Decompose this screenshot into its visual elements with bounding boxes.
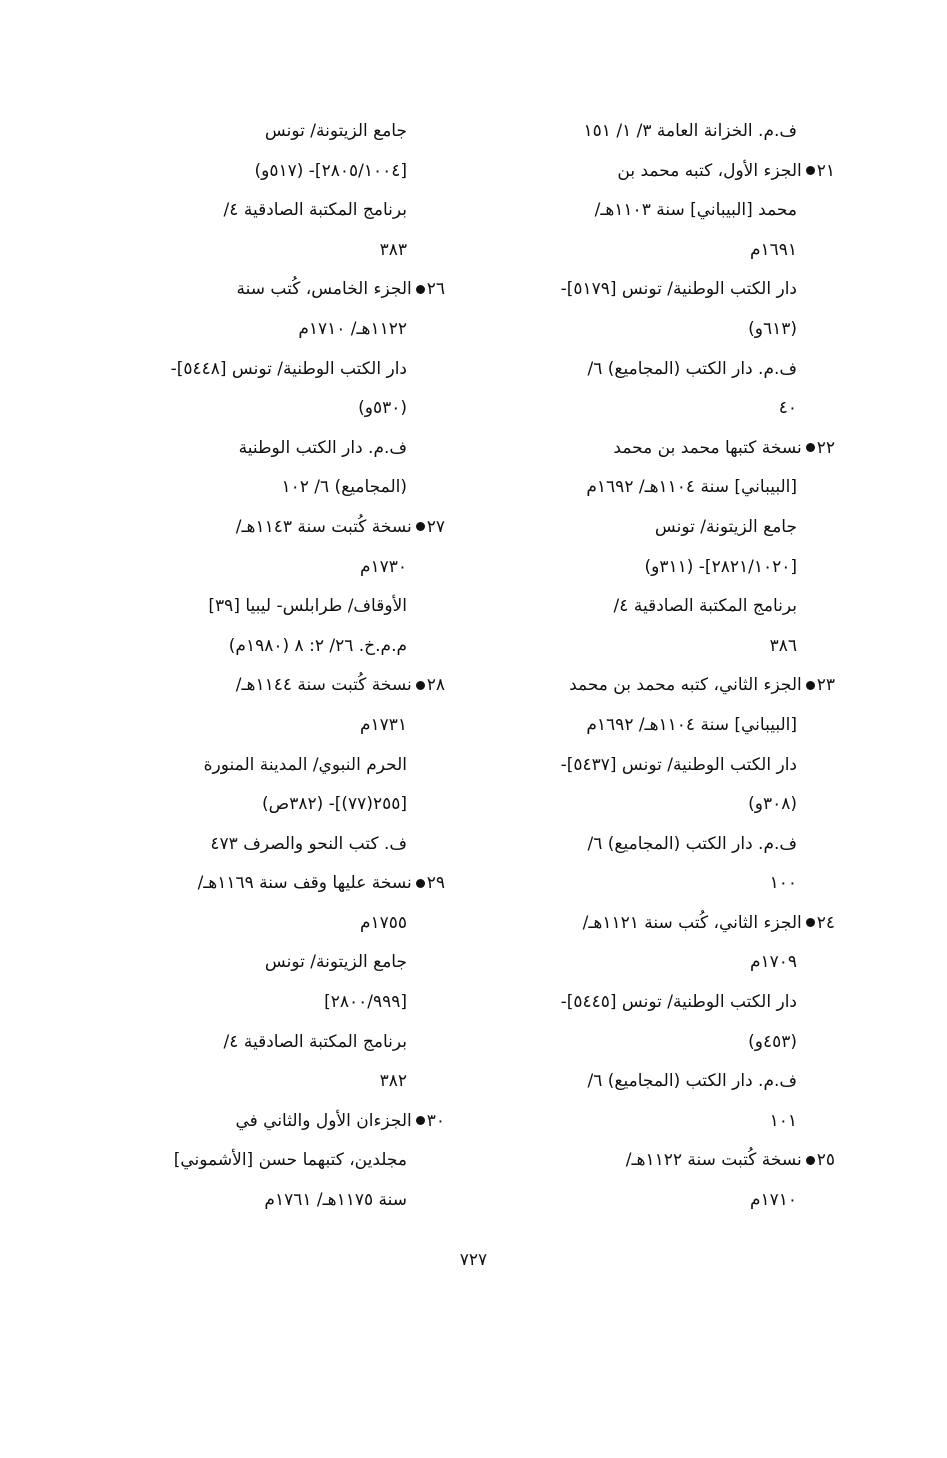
entry-number: ٢٩ xyxy=(426,873,445,894)
entry-line: برنامج المكتبة الصادقية ٤/ xyxy=(223,1031,407,1052)
entry-line: دار الكتب الوطنية/ تونس [٥١٧٩]- xyxy=(560,279,797,300)
bullet-icon xyxy=(416,285,425,294)
entry-number: ٢٤ xyxy=(816,912,835,933)
bullet-icon xyxy=(416,681,425,690)
entry-line: [٢٨٠٥/١٠٠٤]- (٥١٧و) xyxy=(254,160,407,181)
entry-line: م.م.خ. ٢٦/ ٢: ٨ (١٩٨٠م) xyxy=(228,635,407,656)
entry-number: ٢٨ xyxy=(426,675,445,696)
entry-line: ف. كتب النحو والصرف ٤٧٣ xyxy=(210,833,407,854)
entry-number: ٢١ xyxy=(816,160,835,181)
entry-line: جامع الزيتونة/ تونس xyxy=(264,952,407,973)
entry-line: ف.م. دار الكتب (المجاميع) ٦/ xyxy=(587,358,797,379)
entry-line: ١٧٠٩م xyxy=(749,952,797,973)
entry-heading-text: نسخة كُتبت سنة ١١٤٣هـ/ xyxy=(235,516,412,537)
left-column xyxy=(105,112,445,1221)
entry-heading xyxy=(105,508,445,548)
entry-heading-text: الجزءان الأول والثاني في xyxy=(235,1110,412,1131)
entry-heading-text: الجزء الأول، كتبه محمد بن xyxy=(617,160,802,181)
entry-heading xyxy=(495,904,835,944)
entry-heading-text: الجزء الخامس، كُتب سنة xyxy=(236,279,412,300)
bullet-icon xyxy=(806,1156,815,1165)
entry-line: ١٠٠ xyxy=(769,873,797,894)
entry-number: ٢٦ xyxy=(426,279,445,300)
right-column xyxy=(495,112,835,1221)
entry-heading xyxy=(105,864,445,904)
entry-number: ٢٥ xyxy=(816,1150,835,1171)
entry-line: ١٧٣١م xyxy=(359,714,407,735)
entry-line: ٣٨٢ xyxy=(379,1071,407,1092)
entry-line: [٢٥٥(٧٧)]- (٣٨٢ص) xyxy=(262,794,407,815)
entry-line: (٥٣٠و) xyxy=(358,398,407,419)
entry-line: دار الكتب الوطنية/ تونس [٥٤٣٧]- xyxy=(560,754,797,775)
entry-heading xyxy=(495,429,835,469)
entry-number: ٢٧ xyxy=(426,516,445,537)
entry-heading xyxy=(495,152,835,192)
entry-line: ٤٠ xyxy=(778,398,797,419)
entry-heading-text: نسخة عليها وقف سنة ١١٦٩هـ/ xyxy=(197,873,412,894)
entry-line: دار الكتب الوطنية/ تونس [٥٤٤٥]- xyxy=(560,992,797,1013)
entry-line: ف.م. دار الكتب (المجاميع) ٦/ xyxy=(587,1071,797,1092)
bullet-icon xyxy=(806,918,815,927)
entry-line: (٤٥٣و) xyxy=(748,1031,797,1052)
entry-line: [البيباني] سنة ١١٠٤هـ/ ١٦٩٢م xyxy=(586,477,797,498)
entry-heading-text: الجزء الثاني، كُتب سنة ١١٢١هـ/ xyxy=(582,912,802,933)
bullet-icon xyxy=(806,166,815,175)
entry-heading-text: نسخة كُتبت سنة ١١٤٤هـ/ xyxy=(235,675,412,696)
entry-heading-text: نسخة كتبها محمد بن محمد xyxy=(613,437,802,458)
entry-line: ١٧١٠م xyxy=(749,1190,797,1211)
entry-line: دار الكتب الوطنية/ تونس [٥٤٤٨]- xyxy=(170,358,407,379)
entry-line: ف.م. دار الكتب الوطنية xyxy=(238,437,407,458)
bullet-icon xyxy=(416,1116,425,1125)
page-number: ٧٢٧ xyxy=(459,1250,488,1270)
entry-line: جامع الزيتونة/ تونس xyxy=(264,121,407,141)
entry-line: محمد [البيباني] سنة ١١٠٣هـ/ xyxy=(594,200,797,221)
entry-line: الحرم النبوي/ المدينة المنورة xyxy=(203,754,407,775)
entry-line: ف.م. الخزانة العامة ٣/ ١/ ١٥١ xyxy=(583,121,797,141)
bullet-icon xyxy=(416,522,425,531)
entry-line: برنامج المكتبة الصادقية ٤/ xyxy=(223,200,407,221)
bullet-icon xyxy=(416,879,425,888)
bullet-icon xyxy=(806,443,815,452)
entry-heading xyxy=(105,666,445,706)
entry-line: الأوقاف/ طرابلس- ليبيا [٣٩] xyxy=(208,596,407,617)
entry-line: ١٧٥٥م xyxy=(359,912,407,933)
entry-heading xyxy=(495,666,835,706)
entry-heading xyxy=(105,270,445,310)
entry-number: ٣٠ xyxy=(426,1110,445,1131)
entry-heading-text: نسخة كُتبت سنة ١١٢٢هـ/ xyxy=(625,1150,802,1171)
entry-line: ٣٨٦ xyxy=(769,635,797,656)
bullet-icon xyxy=(806,681,815,690)
entry-line: ١١٢٢هـ/ ١٧١٠م xyxy=(298,318,407,339)
entry-line: برنامج المكتبة الصادقية ٤/ xyxy=(613,596,797,617)
entry-heading xyxy=(495,1141,835,1181)
entry-line: ١٧٣٠م xyxy=(359,556,407,577)
entry-heading xyxy=(105,1102,445,1142)
entry-line: (٦١٣و) xyxy=(748,318,797,339)
entry-line: ١٠١ xyxy=(769,1110,797,1131)
entry-line: ١٦٩١م xyxy=(749,239,797,260)
entry-number: ٢٣ xyxy=(816,675,835,696)
entry-line: [٢٨٠٠/٩٩٩] xyxy=(324,992,407,1013)
entry-heading-text: الجزء الثاني، كتبه محمد بن محمد xyxy=(569,675,802,696)
entry-line: [البيباني] سنة ١١٠٤هـ/ ١٦٩٢م xyxy=(586,714,797,735)
entry-line: ٣٨٣ xyxy=(379,239,407,260)
entry-line: مجلدين، كتبهما حسن [الأشموني] xyxy=(173,1150,407,1171)
entry-line: جامع الزيتونة/ تونس xyxy=(654,516,797,537)
entry-number: ٢٢ xyxy=(816,437,835,458)
entry-line: [٢٨٢١/١٠٢٠]- (٣١١و) xyxy=(644,556,797,577)
entry-line: ف.م. دار الكتب (المجاميع) ٦/ xyxy=(587,833,797,854)
entry-line: سنة ١١٧٥هـ/ ١٧٦١م xyxy=(264,1190,407,1211)
entry-line: (٣٠٨و) xyxy=(748,794,797,815)
entry-line: (المجاميع) ٦/ ١٠٢ xyxy=(281,477,407,498)
